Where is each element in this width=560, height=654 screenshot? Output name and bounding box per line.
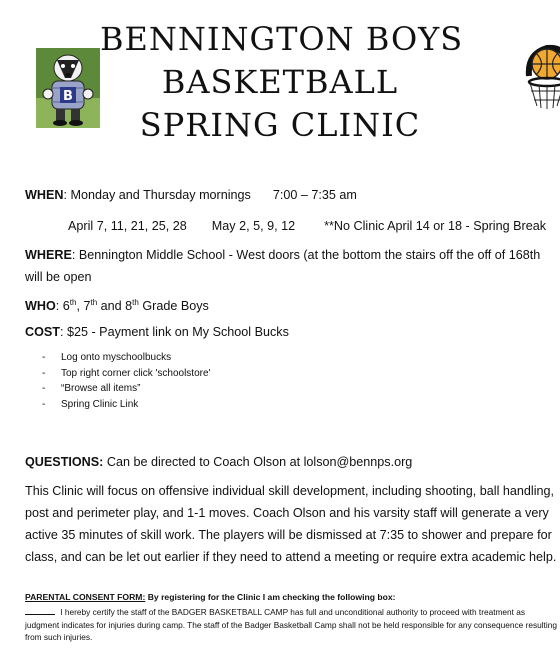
who-line xyxy=(25,292,560,317)
title-line-3: SPRING CLINIC xyxy=(139,106,421,144)
consent-label: PARENTAL CONSENT FORM: xyxy=(25,592,146,602)
list-item: - Log onto myschoolbucks xyxy=(42,350,210,366)
who-text: , 7 xyxy=(76,299,91,314)
where-line xyxy=(25,244,555,288)
ordinal-suffix: th xyxy=(90,298,98,307)
basketball-hoop-logo xyxy=(517,44,560,114)
consent-heading-text: By registering for the Clinic I am checking the following box: xyxy=(145,592,396,602)
cost-line xyxy=(25,321,560,343)
when-line xyxy=(25,184,560,206)
badger-mascot-logo xyxy=(36,48,100,128)
ordinal-suffix: th xyxy=(132,298,139,307)
cost-text: : $25 - Payment link on My School Bucks xyxy=(59,325,289,339)
svg-text:B: B xyxy=(63,89,73,104)
no-clinic-note: **No Clinic April 14 or 18 - Spring Break xyxy=(324,219,547,233)
payment-steps-list xyxy=(42,350,210,412)
page-title xyxy=(100,18,464,147)
list-item: - “Browse all items” xyxy=(42,381,210,397)
questions-text: Can be directed to Coach Olson at lolson@bennps.org xyxy=(103,455,413,469)
consent-checkbox-blank[interactable] xyxy=(25,614,55,615)
title-line-2: BASKETBALL xyxy=(161,63,399,101)
clinic-description: This Clinic will focus on offensive individual skill development, including shooting, ball handling, post and perimeter play, and 1-1 moves. Coach Olson and his varsity staff will generate a very active 35 minutes of skill work. The players will be dismissed at 7:35 to shower and prepare for class, and can be let out earlier if they need to attend a meeting or require extra academic help. xyxy=(25,484,557,564)
who-text: Grade Boys xyxy=(138,299,209,314)
dates-line xyxy=(68,219,546,233)
may-dates: May 2, 5, 9, 12 xyxy=(211,219,296,233)
april-dates: April 7, 11, 21, 25, 28 xyxy=(68,219,187,233)
consent-heading xyxy=(25,592,396,602)
cost-label: COST xyxy=(25,325,60,339)
when-time: 7:00 – 7:35 am xyxy=(272,188,357,202)
consent-text: I hereby certify the staff of the BADGER BASKETBALL CAMP has full and unconditional authority to proceed with treatment as judgment indicates for injuries during camp. The staff of the Badger Basketball Camp shall not be held responsible for any consequence resulting from such injuries. xyxy=(25,607,557,642)
questions-label: QUESTIONS: xyxy=(25,455,104,469)
when-text: : Monday and Thursday mornings xyxy=(63,188,251,202)
who-label: WHO xyxy=(25,299,56,314)
title-line-1: BENNINGTON BOYS xyxy=(100,20,464,58)
where-text: : Bennington Middle School - West doors (at the bottom the stairs off the off of 168th will be open xyxy=(25,248,541,284)
consent-body xyxy=(25,606,560,644)
questions-line xyxy=(25,451,560,473)
who-text: : 6 xyxy=(55,299,70,314)
who-text: and 8 xyxy=(97,299,133,314)
list-item: - Top right corner click 'schoolstore' xyxy=(42,366,210,382)
ordinal-suffix: th xyxy=(69,298,77,307)
list-item: - Spring Clinic Link xyxy=(42,397,210,413)
when-label: WHEN xyxy=(25,188,64,202)
where-label: WHERE xyxy=(25,248,72,262)
